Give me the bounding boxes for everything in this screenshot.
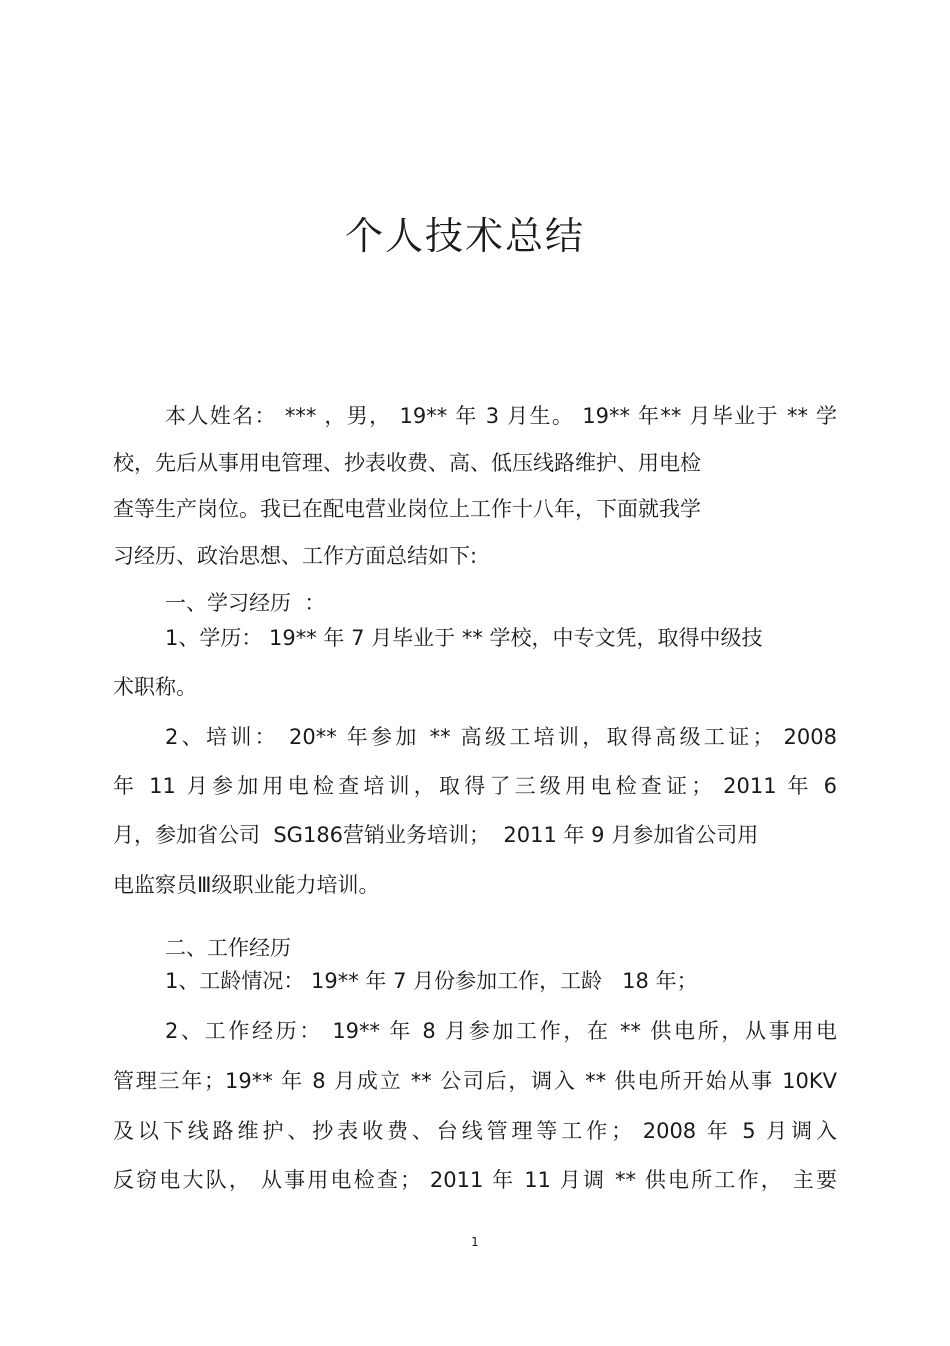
- paragraph-line: 习经历、政治思想、工作方面总结如下:: [113, 544, 478, 568]
- paragraph-line: 1、学历： 19** 年 7 月毕业于 ** 学校，中专文凭，取得中级技: [165, 626, 763, 650]
- paragraph-line: 2、工作经历： 19** 年 8 月参加工作，在 ** 供电所，从事用电: [165, 1019, 837, 1043]
- section-heading: 一、学习经历 ：: [165, 591, 326, 615]
- paragraph-line: 1、工龄情况： 19** 年 7 月份参加工作，工龄 18 年；: [165, 969, 698, 993]
- paragraph-line: 月，参加省公司 SG186营销业务培训； 2011 年 9 月参加省公司用: [113, 823, 759, 847]
- paragraph-line: 管理三年；19** 年 8 月成立 ** 公司后，调入 ** 供电所开始从事 10KV: [113, 1069, 837, 1093]
- paragraph-line: 反窃电大队， 从事用电检查； 2011 年 11 月调 ** 供电所工作， 主要: [113, 1168, 837, 1192]
- paragraph-line: 本人姓名： *** ，男， 19** 年 3 月生。 19** 年** 月毕业于 ** 学: [165, 404, 837, 428]
- paragraph-line: 查等生产岗位。我已在配电营业岗位上工作十八年，下面就我学: [113, 497, 701, 521]
- paragraph-line: 2、培训： 20** 年参加 ** 高级工培训，取得高级工证； 2008: [165, 725, 837, 749]
- page-number: 1: [471, 1235, 479, 1249]
- section-heading: 二、工作经历: [165, 936, 291, 960]
- paragraph-line: 术职称。: [113, 675, 197, 699]
- paragraph-line: 校，先后从事用电管理、抄表收费、高、低压线路维护、用电检: [113, 451, 701, 475]
- paragraph-line: 及以下线路维护、抄表收费、台线管理等工作； 2008 年 5 月调入: [113, 1119, 837, 1143]
- page-title: 个人技术总结: [344, 214, 585, 258]
- paragraph-line: 年 11 月参加用电检查培训，取得了三级用电检查证； 2011 年 6: [113, 774, 837, 798]
- paragraph-line: 电监察员Ⅲ级职业能力培训。: [113, 873, 380, 897]
